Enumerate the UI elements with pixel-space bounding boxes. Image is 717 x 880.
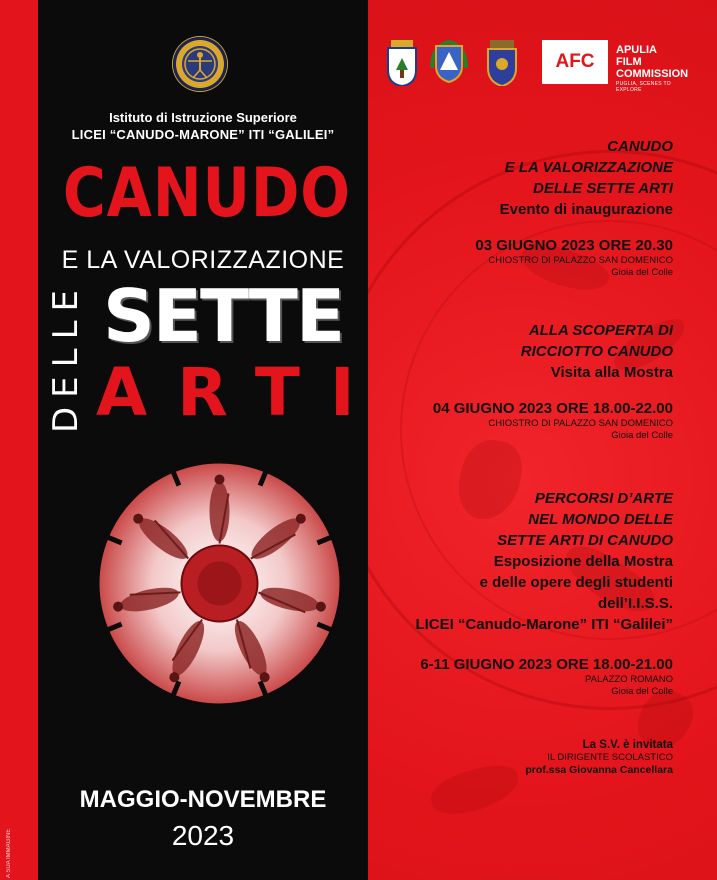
event-city: Gioia del Colle bbox=[611, 267, 673, 278]
title-valorizzazione: E LA VALORIZZAZIONE bbox=[61, 246, 345, 274]
sponsor-crest-comune bbox=[482, 40, 522, 86]
figure-head bbox=[215, 475, 225, 485]
afc-tagline: PUGLIA, SCENES TO EXPLORE bbox=[616, 81, 671, 93]
invitation-signature bbox=[413, 738, 673, 777]
event-venue: PALAZZO ROMANO bbox=[585, 674, 673, 685]
event-title-line: PERCORSI D’ARTE bbox=[534, 490, 673, 507]
title-canudo: CANUDO bbox=[62, 154, 351, 233]
afc-name bbox=[616, 44, 688, 80]
institute-schools: LICEI “CANUDO-MARONE” ITI “GALILEI” bbox=[71, 127, 335, 142]
afc-mark-text: AFC bbox=[555, 51, 595, 72]
event-art-paths bbox=[353, 488, 673, 698]
vitruvian-man-icon bbox=[182, 46, 218, 82]
regione-puglia-crest-icon bbox=[386, 40, 418, 86]
sponsor-crest-regione bbox=[386, 40, 418, 86]
photo-credit: A SUA IMMAGINE bbox=[6, 828, 12, 878]
event-venue: CHIOSTRO DI PALAZZO SAN DOMENICO bbox=[488, 255, 673, 266]
afc-name-line: COMMISSION bbox=[616, 68, 689, 80]
school-logo bbox=[172, 36, 228, 92]
event-title-line: CANUDO bbox=[607, 138, 673, 155]
event-date: 6-11 GIUGNO 2023 ORE 18.00-21.00 bbox=[420, 656, 673, 673]
event-period-year: 2023 bbox=[171, 820, 235, 851]
event-subtitle: LICEI “Canudo-Marone” ITI “Galilei” bbox=[415, 616, 673, 633]
afc-name-line: APULIA bbox=[616, 44, 657, 56]
invitation-text: La S.V. è invitata bbox=[582, 739, 673, 751]
principal-name: prof.ssa Giovanna Cancellara bbox=[525, 764, 673, 776]
provincia-crest-icon bbox=[426, 40, 472, 86]
event-subtitle: dell’I.I.S.S. bbox=[597, 595, 673, 612]
event-title-line: NEL MONDO DELLE bbox=[528, 511, 673, 528]
event-subtitle: Esposizione della Mostra bbox=[493, 553, 673, 570]
title-delle-vertical bbox=[44, 282, 88, 432]
figure-body bbox=[210, 482, 230, 542]
wheel-illustration bbox=[92, 456, 347, 711]
left-red-border bbox=[0, 0, 38, 880]
event-title-line: SETTE ARTI DI CANUDO bbox=[497, 532, 673, 549]
artwork-wheel bbox=[92, 456, 347, 711]
event-title-line: DELLE SETTE ARTI bbox=[532, 180, 673, 197]
event-city: Gioia del Colle bbox=[611, 686, 673, 697]
event-subtitle: Evento di inaugurazione bbox=[499, 201, 673, 218]
afc-mark bbox=[542, 40, 608, 84]
title-sette: SETTE bbox=[102, 274, 344, 358]
wheel-hub-inner bbox=[198, 562, 242, 606]
event-subtitle: e delle opere degli studenti bbox=[479, 574, 673, 591]
event-title-line: E LA VALORIZZAZIONE bbox=[504, 159, 673, 176]
event-title-line: ALLA SCOPERTA DI bbox=[528, 322, 673, 339]
afc-name-line: FILM bbox=[616, 56, 642, 68]
event-period-months: MAGGIO-NOVEMBRE bbox=[79, 786, 327, 813]
principal-role: IL DIRIGENTE SCOLASTICO bbox=[547, 752, 673, 763]
event-date: 03 GIUGNO 2023 ORE 20.30 bbox=[475, 237, 673, 254]
event-title-line: RICCIOTTO CANUDO bbox=[520, 343, 673, 360]
event-city: Gioia del Colle bbox=[611, 430, 673, 441]
title-delle: DELLE bbox=[46, 280, 86, 434]
institute-name: Istituto di Istruzione Superiore bbox=[109, 110, 297, 125]
event-inauguration bbox=[353, 136, 673, 279]
apulia-film-commission-logo bbox=[542, 40, 689, 93]
event-exhibition-visit bbox=[353, 320, 673, 442]
event-date: 04 GIUGNO 2023 ORE 18.00-22.00 bbox=[432, 400, 673, 417]
comune-gioia-crest-icon bbox=[482, 40, 522, 86]
title-arti: ARTI bbox=[96, 354, 385, 431]
sponsor-crest-provincia bbox=[426, 40, 472, 86]
event-venue: CHIOSTRO DI PALAZZO SAN DOMENICO bbox=[488, 418, 673, 429]
event-subtitle: Visita alla Mostra bbox=[550, 364, 673, 381]
